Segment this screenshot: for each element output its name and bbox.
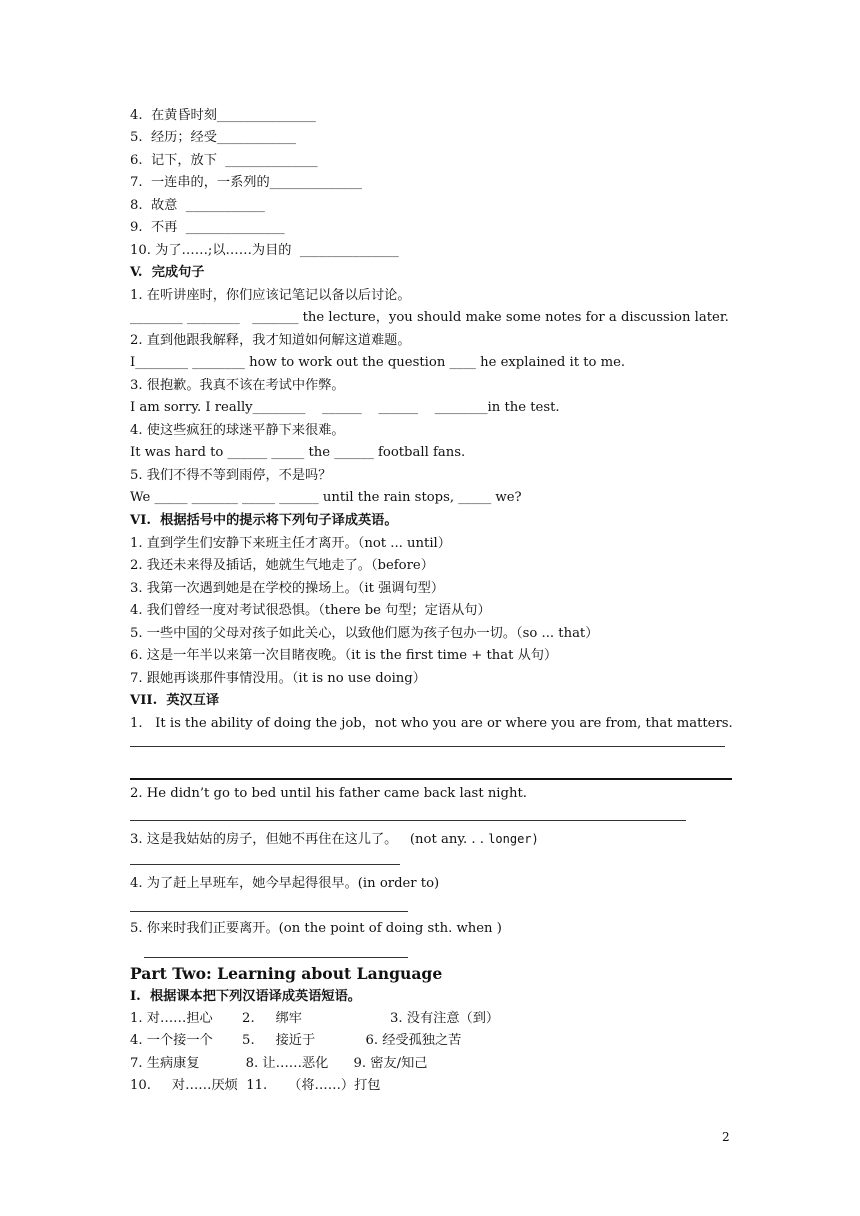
- section-7-item-3-mono: longer): [488, 832, 539, 846]
- section-7-item-2: 2. He didn’t go to bed until his father came back last night.: [130, 786, 527, 801]
- section-5-line: 3. 很抱歉。我真不该在考试中作弊。: [130, 378, 345, 393]
- section-6-item: 5. 一些中国的父母对孩子如此关心，以致他们愿为孩子包办一切。（so ... that）: [130, 626, 599, 641]
- vocab-item-4: 4. 在黄昏时刻_______________: [130, 108, 316, 123]
- section-5-line: I am sorry. I really________ ______ ______ ________in the test.: [130, 400, 560, 415]
- part-two-title: Part Two: Learning about Language: [130, 964, 443, 983]
- phrase-row: 1. 对……担心 2. 绑牢 3. 没有注意（到）: [130, 1011, 500, 1026]
- section-6-item: 6. 这是一年半以来第一次目睹夜晚。（it is the first time + that 从句）: [130, 648, 558, 663]
- section-7-item-4: 4. 为了赶上早班车，她今早起得很早。(in order to): [130, 876, 440, 891]
- section-6-heading: VI. 根据括号中的提示将下列句子译成英语。: [130, 513, 398, 528]
- answer-line: [130, 820, 686, 821]
- vocab-item-6: 6. 记下，放下 ______________: [130, 153, 318, 168]
- vocab-item-10: 10. 为了……;以……为目的 _______________: [130, 243, 399, 258]
- section-6-item: 3. 我第一次遇到她是在学校的操场上。（it 强调句型）: [130, 581, 445, 596]
- section-7-item-3-text: 3. 这是我姑姑的房子，但她不再住在这儿了。 (not any. . .: [130, 832, 489, 847]
- section-5-line: We _____ _______ _____ ______ until the rain stops, _____ we?: [130, 490, 522, 505]
- answer-line: [144, 957, 408, 958]
- section-7-heading: VII. 英汉互译: [130, 693, 220, 708]
- section-5-line: 2. 直到他跟我解释，我才知道如何解这道难题。: [130, 333, 411, 348]
- section-5-heading: V. 完成句子: [130, 265, 205, 280]
- answer-line: [130, 911, 408, 912]
- section-6-item: 7. 跟她再谈那件事情没用。（it is no use doing）: [130, 671, 426, 686]
- section-6-item: 1. 直到学生们安静下来班主任才离开。（not ... until）: [130, 536, 451, 551]
- section-5-line: ________ ________ _______ the lecture，you should make some notes for a discussion later.: [130, 310, 729, 325]
- vocab-item-7: 7. 一连串的，一系列的______________: [130, 175, 362, 190]
- section-7-item-1: 1. It is the ability of doing the job，not who you are or where you are from, that matters.: [130, 716, 733, 731]
- section-5-line: 4. 使这些疯狂的球迷平静下来很难。: [130, 423, 345, 438]
- section-7-item-3: [130, 830, 539, 849]
- answer-line: [130, 746, 725, 747]
- part-two-heading: I. 根据课本把下列汉语译成英语短语。: [130, 989, 361, 1004]
- section-5-line: 1. 在听讲座时，你们应该记笔记以备以后讨论。: [130, 288, 411, 303]
- vocab-item-5: 5. 经历；经受____________: [130, 130, 297, 145]
- page-number: 2: [722, 1130, 730, 1144]
- section-7-item-5: 5. 你来时我们正要离开。(on the point of doing sth. when ): [130, 921, 502, 936]
- section-5-line: It was hard to ______ _____ the ______ football fans.: [130, 445, 466, 460]
- phrase-row: 10. 对……厌烦 11. （将……）打包: [130, 1078, 381, 1093]
- phrase-row: 4. 一个接一个 5. 接近于 6. 经受孤独之苦: [130, 1033, 462, 1048]
- section-5-line: I________ ________ how to work out the question ____ he explained it to me.: [130, 355, 626, 370]
- section-6-item: 2. 我还未来得及插话，她就生气地走了。（before）: [130, 558, 434, 573]
- answer-line: [130, 864, 400, 865]
- section-5-line: 5. 我们不得不等到雨停，不是吗？: [130, 468, 332, 483]
- answer-line: [130, 778, 732, 780]
- vocab-item-8: 8. 故意 ____________: [130, 198, 265, 213]
- phrase-row: 7. 生病康复 8. 让……恶化 9. 密友/知己: [130, 1056, 428, 1071]
- vocab-item-9: 9. 不再 _______________: [130, 220, 285, 235]
- section-6-item: 4. 我们曾经一度对考试很恐惧。（there be 句型；定语从句）: [130, 603, 491, 618]
